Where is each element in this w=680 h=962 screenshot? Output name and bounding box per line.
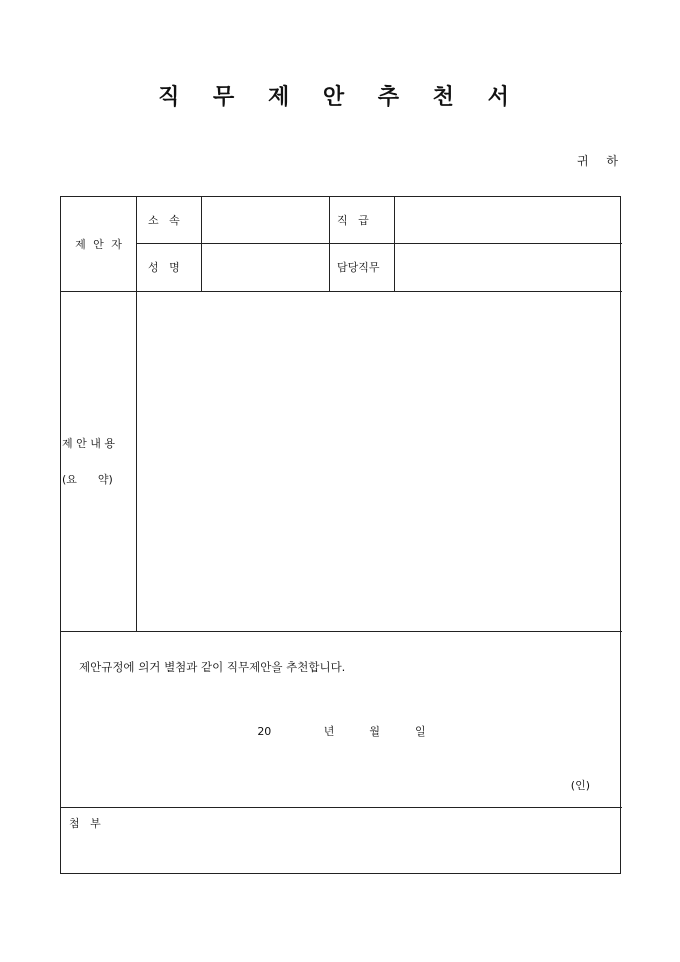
row-divider — [61, 807, 622, 808]
rank-field[interactable] — [394, 197, 622, 243]
content-label-line2: (요 약) — [62, 473, 113, 486]
seal-mark: (인) — [570, 779, 590, 792]
name-label: 성 명 — [148, 261, 180, 274]
proposal-form — [60, 196, 621, 874]
attachment-label: 첨 부 — [69, 817, 101, 830]
rank-label: 직 급 — [337, 214, 369, 227]
recipient-honorific: 귀 하 — [577, 154, 618, 168]
proposer-label-text: 제 안 자 — [75, 238, 122, 251]
duty-field[interactable] — [394, 243, 622, 291]
name-field[interactable] — [201, 243, 329, 291]
content-field[interactable] — [136, 291, 622, 631]
date-line: 20 년 월 일 — [257, 725, 426, 738]
row-divider — [61, 631, 622, 632]
content-label-line1: 제 안 내 용 — [62, 437, 115, 450]
affiliation-field[interactable] — [201, 197, 329, 243]
recommendation-statement: 제안규정에 의거 별첨과 같이 직무제안을 추천합니다. — [79, 660, 346, 674]
affiliation-label: 소 속 — [148, 214, 180, 227]
proposer-label — [61, 197, 136, 291]
document-title: 직 무 제 안 추 천 서 — [158, 84, 522, 110]
duty-label: 담당직무 — [337, 261, 380, 274]
content-label — [61, 291, 136, 631]
